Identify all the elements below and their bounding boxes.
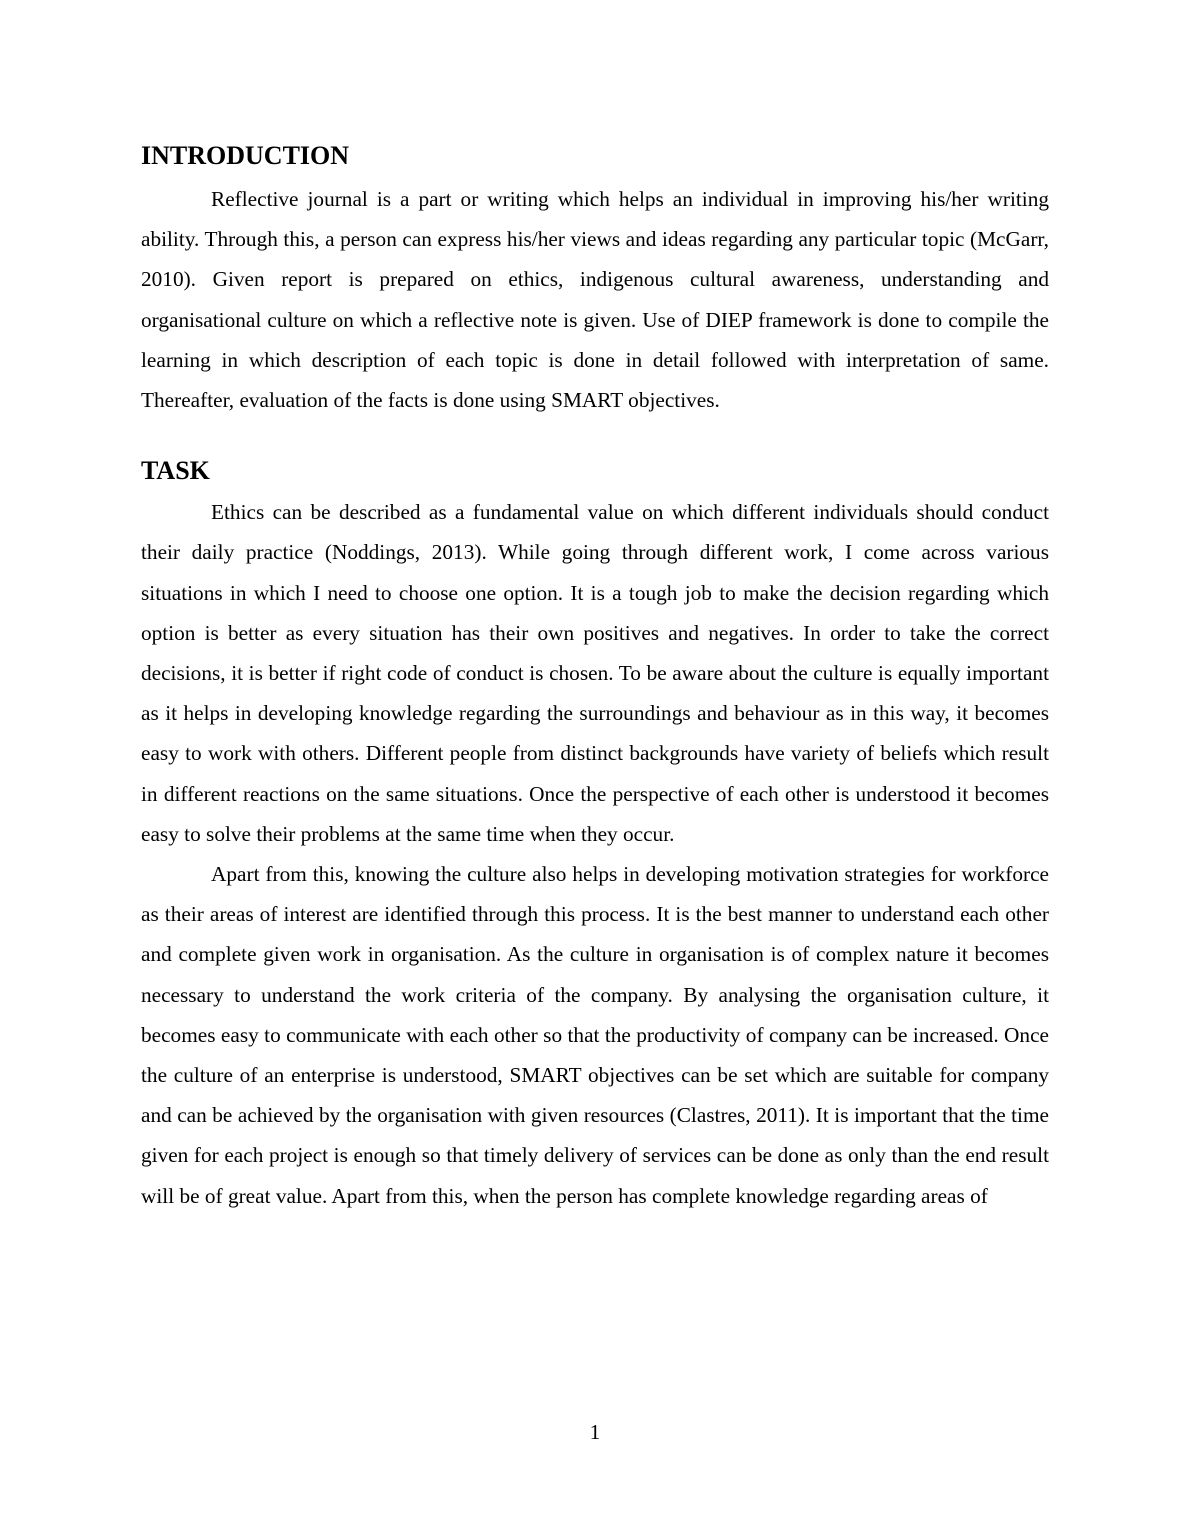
section-heading-introduction: INTRODUCTION	[141, 141, 350, 170]
page-content	[141, 138, 1049, 1216]
section-heading-task: TASK	[141, 456, 210, 486]
page-number: 1	[589, 1420, 601, 1444]
task-paragraph-2: Apart from this, knowing the culture also helps in developing motivation strategies for workforce as their areas of interest are identified through this process. It is the best manner to understand each other and complete given work in organisation. As the culture in organisation is of complex nature it becomes necessary to understand the work criteria of the company. By analysing the organisation culture, it becomes easy to communicate with each other so that the productivity of company can be increased. Once the culture of an enterprise is understood, SMART objectives can be set which are suitable for company and can be achieved by the organisation with given resources (Clastres, 2011). It is important that the time given for each project is enough so that timely delivery of services can be done as only than the end result will be of great value. Apart from this, when the person has complete knowledge regarding areas of	[141, 862, 1049, 1208]
introduction-paragraph: Reflective journal is a part or writing which helps an individual in improving his/her writing ability. Through this, a person can express his/her views and ideas regarding any particular topic (McGarr, 2010). Given report is prepared on ethics, indigenous cultural awareness, understanding and organisational culture on which a reflective note is given. Use of DIEP framework is done to compile the learning in which description of each topic is done in detail followed with interpretation of same. Thereafter, evaluation of the facts is done using SMART objectives.	[141, 187, 1049, 413]
task-paragraph-1: Ethics can be described as a fundamental value on which different individuals should conduct their daily practice (Noddings, 2013). While going through different work, I come across various situations in which I need to choose one option. It is a tough job to make the decision regarding which option is better as every situation has their own positives and negatives. In order to take the correct decisions, it is better if right code of conduct is chosen. To be aware about the culture is equally important as it helps in developing knowledge regarding the surroundings and behaviour as in this way, it becomes easy to work with others. Different people from distinct backgrounds have variety of beliefs which result in different reactions on the same situations. Once the perspective of each other is understood it becomes easy to solve their problems at the same time when they occur.	[141, 500, 1049, 846]
